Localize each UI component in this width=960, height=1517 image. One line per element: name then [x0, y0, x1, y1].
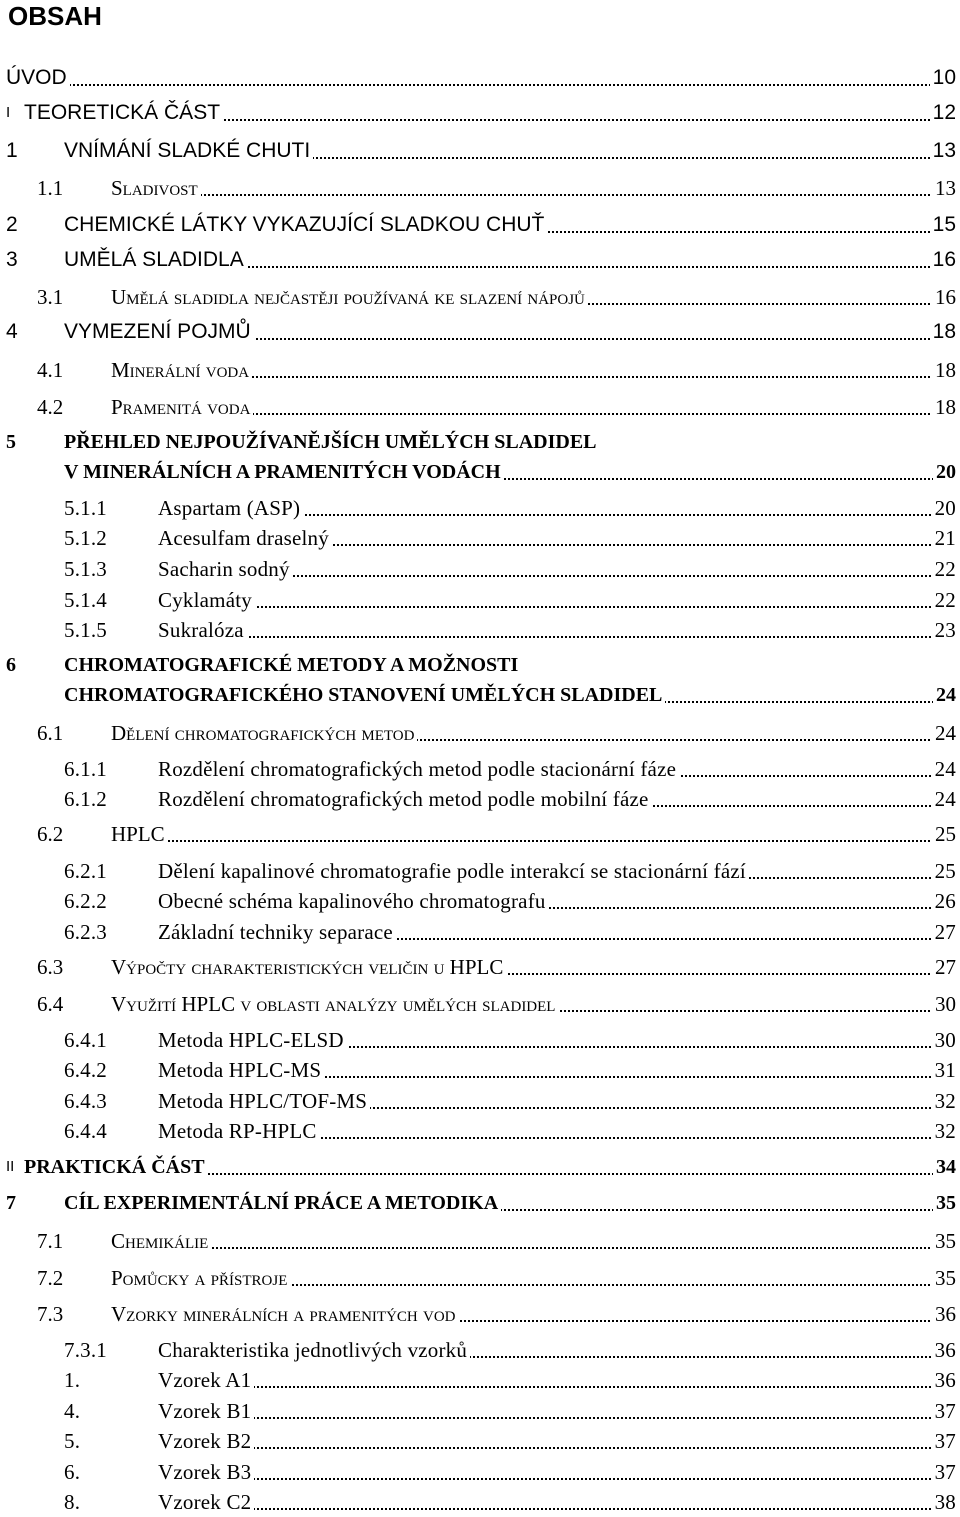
toc-entry-title: Metoda HPLC-MS — [158, 1055, 324, 1085]
toc-entry-page: 31 — [932, 1055, 956, 1085]
toc-entry-number: 6.4.4 — [64, 1116, 109, 1146]
toc-entry-number: 7.3.1 — [64, 1335, 109, 1365]
toc-entry-page: 13 — [932, 173, 956, 203]
toc-entry-title: Využití HPLC v oblasti analýzy umělých sladidel — [111, 989, 558, 1019]
toc-entry[interactable] — [0, 1487, 960, 1517]
toc-entry-title: V MINERÁLNÍCH A PRAMENITÝCH VODÁCH — [64, 457, 504, 487]
toc-entry-page: 32 — [932, 1086, 956, 1116]
toc-entry-number: 5.1.4 — [64, 585, 109, 615]
dot-leader — [158, 1417, 950, 1419]
toc-entry-title: CHEMICKÉ LÁTKY VYKAZUJÍCÍ SLADKOU CHUŤ — [64, 210, 547, 240]
toc-entry-number: 1. — [64, 1365, 82, 1395]
toc-entry-title: Vzorek A1 — [158, 1365, 254, 1395]
toc-entry-title: ÚVOD — [6, 63, 70, 93]
toc-entry-page: 22 — [932, 554, 956, 584]
toc-entry-number: 6.4.3 — [64, 1086, 109, 1116]
toc-entry[interactable] — [0, 1365, 960, 1395]
toc-entry[interactable] — [0, 718, 960, 748]
toc-entry-page: 38 — [932, 1487, 956, 1517]
dot-leader — [111, 1247, 950, 1249]
toc-entry[interactable] — [0, 282, 960, 312]
toc-entry-page: 21 — [932, 523, 956, 553]
toc-entry[interactable] — [0, 917, 960, 947]
dot-leader — [158, 1447, 950, 1449]
toc-entry-title: CÍL EXPERIMENTÁLNÍ PRÁCE A METODIKA — [64, 1188, 501, 1218]
toc-entry-number: 5.1.1 — [64, 493, 109, 523]
toc-entry-page: 25 — [932, 819, 956, 849]
toc-entry-title: Sacharin sodný — [158, 554, 293, 584]
toc-entry-title: Vzorek B1 — [158, 1396, 254, 1426]
toc-entry-page: 16 — [930, 245, 956, 275]
toc-entry-number: 6.4 — [37, 989, 65, 1019]
toc-entry-number: 7.3 — [37, 1299, 65, 1329]
toc-entry-title: Vzorek B2 — [158, 1426, 254, 1456]
toc-entry[interactable] — [0, 63, 960, 93]
dot-leader — [6, 84, 950, 86]
toc-entry-title: Sukralóza — [158, 615, 247, 645]
toc-entry-title: Aspartam (ASP) — [158, 493, 303, 523]
page-title: OBSAH — [8, 1, 102, 31]
toc-entry[interactable] — [0, 1457, 960, 1487]
toc-entry-page: 37 — [932, 1396, 956, 1426]
toc-entry-number: 7.1 — [37, 1226, 65, 1256]
toc-entry-title: VYMEZENÍ POJMŮ — [64, 317, 254, 347]
toc-entry-number: I — [6, 98, 12, 128]
toc-entry[interactable] — [0, 754, 960, 784]
toc-entry-page: 24 — [932, 718, 956, 748]
toc-entry-page: 20 — [932, 493, 956, 523]
toc-entry-title: Pramenitá voda — [111, 392, 253, 422]
toc-entry-page: 35 — [933, 1188, 956, 1218]
toc-entry-page: 24 — [933, 680, 956, 710]
toc-entry-title: Metoda RP-HPLC — [158, 1116, 320, 1146]
toc-entry-page: 30 — [932, 989, 956, 1019]
toc-entry-page: 22 — [932, 585, 956, 615]
toc-entry-page: 27 — [932, 917, 956, 947]
toc-entry[interactable] — [0, 1025, 960, 1055]
toc-entry[interactable] — [0, 317, 960, 347]
toc-entry-number: 7.2 — [37, 1263, 65, 1293]
toc-entry-page: 23 — [932, 615, 956, 645]
toc-entry-page: 36 — [932, 1335, 956, 1365]
toc-entry-title: Rozdělení chromatografických metod podle mobilní fáze — [158, 784, 652, 814]
toc-entry[interactable] — [0, 856, 960, 886]
toc-entry-title: Základní techniky separace — [158, 917, 396, 947]
toc-entry-title: TEORETICKÁ ČÁST — [24, 98, 223, 128]
toc-entry-page: 24 — [932, 784, 956, 814]
toc-entry-number: II — [6, 1152, 16, 1182]
toc-entry[interactable] — [0, 392, 960, 422]
toc-entry[interactable] — [0, 523, 960, 553]
toc-entry-page: 26 — [932, 886, 956, 916]
toc-entry-title: Pomůcky a přístroje — [111, 1263, 290, 1293]
toc-entry[interactable] — [0, 355, 960, 385]
toc-entry-title: PRAKTICKÁ ČÁST — [24, 1152, 208, 1182]
toc-entry-number: 8. — [64, 1487, 82, 1517]
toc-entry-page: 25 — [932, 856, 956, 886]
toc-entry-number: 6.2.2 — [64, 886, 109, 916]
toc-entry-title: Metoda HPLC-ELSD — [158, 1025, 347, 1055]
toc-entry-title: CHROMATOGRAFICKÉ METODY A MOŽNOSTI — [64, 650, 521, 680]
toc-entry[interactable] — [0, 819, 960, 849]
toc-entry-title: Vzorek B3 — [158, 1457, 254, 1487]
toc-entry-number: 5.1.5 — [64, 615, 109, 645]
toc-entry-title: CHROMATOGRAFICKÉHO STANOVENÍ UMĚLÝCH SLADIDEL — [64, 680, 665, 710]
toc-entry[interactable] — [0, 1188, 960, 1218]
toc-entry-number: 6.2.3 — [64, 917, 109, 947]
toc-entry[interactable] — [0, 680, 960, 710]
toc-entry-number: 7 — [6, 1188, 18, 1218]
toc-entry-page: 18 — [932, 355, 956, 385]
dot-leader — [111, 194, 950, 196]
toc-entry-title: Minerální voda — [111, 355, 252, 385]
toc-entry-title: Chemikálie — [111, 1226, 211, 1256]
toc-entry[interactable] — [0, 136, 960, 166]
toc-entry-title: Vzorky minerálních a pramenitých vod — [111, 1299, 459, 1329]
toc-entry-title: Sladivost — [111, 173, 201, 203]
toc-entry-title: Výpočty charakteristických veličin u HPLC — [111, 952, 506, 982]
toc-entry-page: 10 — [930, 63, 956, 93]
toc-entry-number: 4.1 — [37, 355, 65, 385]
toc-entry[interactable] — [0, 98, 960, 128]
toc-entry-page: 32 — [932, 1116, 956, 1146]
dot-leader — [158, 1508, 950, 1510]
toc-entry[interactable] — [0, 886, 960, 916]
toc-entry[interactable] — [0, 457, 960, 487]
toc-entry-number: 3 — [6, 245, 20, 275]
toc-entry-number: 6.1.1 — [64, 754, 109, 784]
toc-entry[interactable] — [0, 554, 960, 584]
toc-entry[interactable] — [0, 1335, 960, 1365]
toc-entry-title: Rozdělení chromatografických metod podle stacionární fáze — [158, 754, 679, 784]
toc-entry[interactable] — [0, 1086, 960, 1116]
toc-entry-page: 37 — [932, 1457, 956, 1487]
toc-entry-title: Metoda HPLC/TOF-MS — [158, 1086, 370, 1116]
toc-entry-page: 35 — [932, 1263, 956, 1293]
toc-entry[interactable] — [0, 1299, 960, 1329]
toc-entry-page: 12 — [930, 98, 956, 128]
dot-leader — [111, 840, 950, 842]
toc-entry[interactable] — [0, 1152, 960, 1182]
toc-entry-page: 18 — [930, 317, 956, 347]
toc-entry-page: 27 — [932, 952, 956, 982]
toc-entry-title: Dělení kapalinové chromatografie podle interakcí se stacionární fází — [158, 856, 749, 886]
toc-entry-number: 2 — [6, 210, 20, 240]
toc-entry[interactable] — [0, 1226, 960, 1256]
toc-entry-page: 36 — [932, 1299, 956, 1329]
dot-leader — [158, 1478, 950, 1480]
toc-entry-page: 35 — [932, 1226, 956, 1256]
toc-entry-number: 6.1 — [37, 718, 65, 748]
toc-entry-number: 3.1 — [37, 282, 65, 312]
toc-entry-title: Umělá sladidla nejčastěji používaná ke slazení nápojů — [111, 282, 588, 312]
toc-entry-title: Charakteristika jednotlivých vzorků — [158, 1335, 470, 1365]
toc-entry-page: 13 — [930, 136, 956, 166]
toc-entry-title: Cyklamáty — [158, 585, 255, 615]
toc-entry-title: Dělení chromatografických metod — [111, 718, 417, 748]
toc-entry-number: 6.2 — [37, 819, 65, 849]
toc-entry[interactable] — [0, 427, 960, 457]
toc-entry[interactable] — [0, 585, 960, 615]
toc-entry-page: 16 — [932, 282, 956, 312]
toc-entry-page: 24 — [932, 754, 956, 784]
toc-entry-page: 30 — [932, 1025, 956, 1055]
toc-entry-page: 20 — [933, 457, 956, 487]
toc-entry-number: 6.4.1 — [64, 1025, 109, 1055]
toc-entry-number: 5.1.2 — [64, 523, 109, 553]
toc-entry[interactable] — [0, 1055, 960, 1085]
toc-entry-number: 4. — [64, 1396, 82, 1426]
toc-entry-number: 4.2 — [37, 392, 65, 422]
toc-entry[interactable] — [0, 784, 960, 814]
toc-entry[interactable] — [0, 952, 960, 982]
dot-leader — [158, 636, 950, 638]
toc-entry-page: 15 — [930, 210, 956, 240]
toc-entry[interactable] — [0, 493, 960, 523]
toc-entry-number: 6.1.2 — [64, 784, 109, 814]
dot-leader — [158, 1386, 950, 1388]
dot-leader — [158, 606, 950, 608]
toc-entry-title: Obecné schéma kapalinového chromatografu — [158, 886, 549, 916]
toc-entry-number: 5. — [64, 1426, 82, 1456]
toc-entry-page: 37 — [932, 1426, 956, 1456]
toc-entry[interactable] — [0, 650, 960, 680]
toc-entry-number: 1.1 — [37, 173, 65, 203]
toc-entry[interactable] — [0, 173, 960, 203]
toc-entry[interactable] — [0, 1116, 960, 1146]
toc-entry-title: UMĚLÁ SLADIDLA — [64, 245, 247, 275]
toc-entry-number: 5 — [6, 427, 18, 457]
toc-entry-number: 5.1.3 — [64, 554, 109, 584]
toc-entry-number: 4 — [6, 317, 20, 347]
toc-entry-number: 6. — [64, 1457, 82, 1487]
toc-entry-title: PŘEHLED NEJPOUŽÍVANĚJŠÍCH UMĚLÝCH SLADIDEL — [64, 427, 600, 457]
toc-entry-title: Acesulfam draselný — [158, 523, 332, 553]
toc-entry[interactable] — [0, 1426, 960, 1456]
toc-entry-page: 36 — [932, 1365, 956, 1395]
toc-entry[interactable] — [0, 210, 960, 240]
toc-entry-number: 6.4.2 — [64, 1055, 109, 1085]
toc-entry-number: 6 — [6, 650, 18, 680]
toc-entry[interactable] — [0, 1396, 960, 1426]
toc-entry[interactable] — [0, 1263, 960, 1293]
toc-entry[interactable] — [0, 989, 960, 1019]
toc-entry-page: 34 — [933, 1152, 956, 1182]
toc-entry-number: 6.3 — [37, 952, 65, 982]
toc-entry-title: HPLC — [111, 819, 168, 849]
toc-entry[interactable] — [0, 615, 960, 645]
toc-entry-title: Vzorek C2 — [158, 1487, 254, 1517]
toc-entry-number: 6.2.1 — [64, 856, 109, 886]
toc-entry-title: VNÍMÁNÍ SLADKÉ CHUTI — [64, 136, 313, 166]
toc-entry[interactable] — [0, 245, 960, 275]
toc-entry-page: 18 — [932, 392, 956, 422]
toc-entry-number: 1 — [6, 136, 20, 166]
